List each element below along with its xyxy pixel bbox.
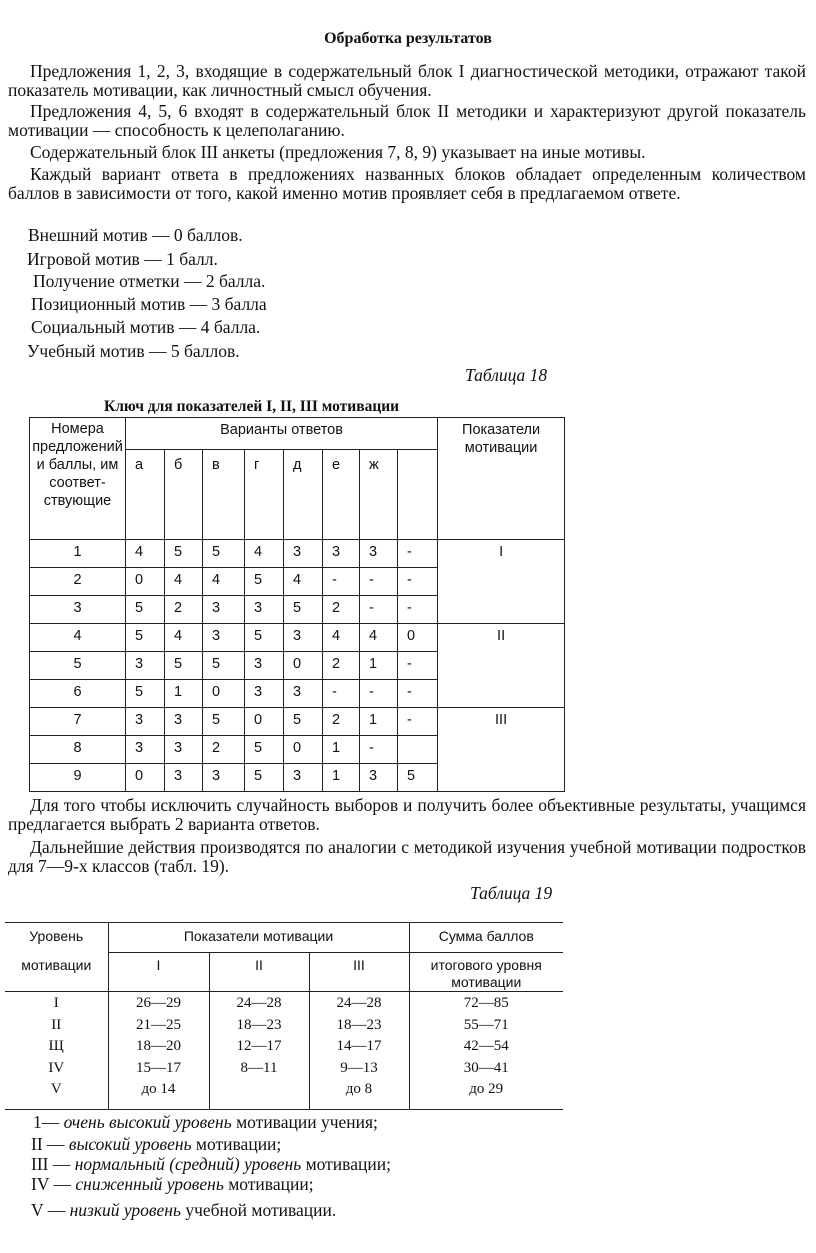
score-cell: 3 xyxy=(360,764,398,792)
sub-header: III xyxy=(309,953,409,992)
header-motivation-indicators: Показатели мотивации xyxy=(438,418,565,540)
score-cell: 2 xyxy=(323,652,360,680)
score-cell: 3 xyxy=(203,596,245,624)
score-cell: 0 xyxy=(126,764,165,792)
indicator-2-column: 24—28 18—23 12—17 8—11 xyxy=(209,992,309,1110)
score-cell: 3 xyxy=(284,540,323,568)
middle-paragraph-2: Дальнейшие действия производятся по аналогии с методикой изучения учебной мотивации подростков для 7—9-х классов (табл. 19). xyxy=(8,837,806,876)
motive-line: Игровой мотив — 1 балл. xyxy=(27,249,218,269)
table-18 xyxy=(29,417,565,792)
sentence-number: 2 xyxy=(30,568,126,596)
score-cell: 0 xyxy=(126,568,165,596)
score-cell: 4 xyxy=(323,624,360,652)
variant-letter: е xyxy=(323,450,360,540)
intro-paragraph-3: Содержательный блок III анкеты (предложения 7, 8, 9) указывает на иные мотивы. xyxy=(30,142,646,162)
sentence-number: 8 xyxy=(30,736,126,764)
score-cell: 5 xyxy=(203,540,245,568)
legend-item: III — нормальный (средний) уровень мотивации; xyxy=(31,1154,391,1174)
motive-line: Внешний мотив — 0 баллов. xyxy=(28,225,243,245)
score-cell: 0 xyxy=(284,736,323,764)
sentence-number: 1 xyxy=(30,540,126,568)
table-row xyxy=(30,540,565,568)
score-cell: 3 xyxy=(126,736,165,764)
variant-letter-empty xyxy=(398,450,438,540)
sub-header: II xyxy=(209,953,309,992)
score-cell: 1 xyxy=(360,652,398,680)
header-sum: Сумма баллов xyxy=(409,923,563,953)
score-cell: 3 xyxy=(165,736,203,764)
variant-letter: г xyxy=(245,450,284,540)
sentence-number: 6 xyxy=(30,680,126,708)
motive-line: Позиционный мотив — 3 балла xyxy=(31,294,267,314)
score-cell: - xyxy=(398,708,438,736)
variant-letter: а xyxy=(126,450,165,540)
sentence-number: 4 xyxy=(30,624,126,652)
header-answer-variants: Варианты ответов xyxy=(126,418,438,450)
header-sentence-numbers: Номера предложений и баллы, им соответ-ствующие xyxy=(30,418,126,540)
score-cell: 4 xyxy=(284,568,323,596)
variant-letter: б xyxy=(165,450,203,540)
table-row xyxy=(30,624,565,652)
score-cell: 5 xyxy=(245,736,284,764)
score-cell: 5 xyxy=(165,540,203,568)
score-cell: - xyxy=(323,680,360,708)
score-cell: 0 xyxy=(284,652,323,680)
score-cell: 2 xyxy=(323,596,360,624)
intro-paragraph-1: Предложения 1, 2, 3, входящие в содержательный блок I диагностической методики, отражают такой показатель мотивации, как личностный смысл обучения. xyxy=(8,61,806,100)
header-level-cont: мотивации xyxy=(5,953,108,992)
score-cell: 3 xyxy=(284,764,323,792)
score-cell: - xyxy=(398,568,438,596)
score-cell: - xyxy=(398,652,438,680)
score-cell: 3 xyxy=(360,540,398,568)
score-cell: 0 xyxy=(398,624,438,652)
score-cell: - xyxy=(360,680,398,708)
score-cell: 2 xyxy=(203,736,245,764)
indicator-3-column: 24—28 18—23 14—17 9—13 до 8 xyxy=(309,992,409,1110)
score-cell: 3 xyxy=(165,708,203,736)
score-cell xyxy=(398,736,438,764)
score-cell: 2 xyxy=(165,596,203,624)
score-cell: 4 xyxy=(245,540,284,568)
levels-column: I II Щ IV V xyxy=(5,992,108,1110)
intro-paragraph-4: Каждый вариант ответа в предложениях названных блоков обладает определенным количеством баллов в зависимости от того, какой именно мотив проявляет себя в предлагаемом ответе. xyxy=(8,164,806,203)
score-cell: 4 xyxy=(165,568,203,596)
legend-item: V — низкий уровень учебной мотивации. xyxy=(31,1200,337,1220)
score-cell: 3 xyxy=(323,540,360,568)
score-cell: 3 xyxy=(284,624,323,652)
sentence-number: 5 xyxy=(30,652,126,680)
variant-letter: в xyxy=(203,450,245,540)
score-cell: 4 xyxy=(165,624,203,652)
middle-paragraph-1: Для того чтобы исключить случайность выборов и получить более объективные результаты, учащимся предлагается выбрать 2 варианта ответов. xyxy=(8,795,806,834)
legend-item: II — высокий уровень мотивации; xyxy=(31,1134,282,1154)
score-cell: - xyxy=(398,680,438,708)
score-cell: - xyxy=(360,596,398,624)
score-cell: 5 xyxy=(245,764,284,792)
score-cell: 5 xyxy=(126,596,165,624)
score-cell: - xyxy=(323,568,360,596)
section-title: Обработка результатов xyxy=(324,30,492,47)
score-cell: - xyxy=(398,596,438,624)
score-cell: 4 xyxy=(203,568,245,596)
score-cell: 2 xyxy=(323,708,360,736)
indicator-1-column: 26—29 21—25 18—20 15—17 до 14 xyxy=(108,992,209,1110)
score-cell: 1 xyxy=(360,708,398,736)
score-cell: 3 xyxy=(245,652,284,680)
score-cell: 4 xyxy=(126,540,165,568)
legend-item: 1— очень высокий уровень мотивации учения; xyxy=(33,1112,378,1132)
score-cell: 5 xyxy=(284,596,323,624)
score-cell: 4 xyxy=(360,624,398,652)
table-19 xyxy=(5,922,563,1110)
indicator-label: III xyxy=(438,708,565,792)
sub-header: I xyxy=(108,953,209,992)
sentence-number: 3 xyxy=(30,596,126,624)
score-cell: 1 xyxy=(323,764,360,792)
sentence-number: 9 xyxy=(30,764,126,792)
score-cell: 3 xyxy=(245,680,284,708)
score-cell: - xyxy=(360,568,398,596)
score-cell: 5 xyxy=(203,708,245,736)
table-18-caption: Таблица 18 xyxy=(465,365,548,385)
score-cell: 5 xyxy=(245,624,284,652)
table-row xyxy=(30,708,565,736)
score-cell: 3 xyxy=(126,708,165,736)
motive-line: Учебный мотив — 5 баллов. xyxy=(27,341,240,361)
variant-letter: ж xyxy=(360,450,398,540)
score-cell: 3 xyxy=(165,764,203,792)
score-cell: 5 xyxy=(398,764,438,792)
motive-line: Получение отметки — 2 балла. xyxy=(33,271,266,291)
score-cell: 0 xyxy=(203,680,245,708)
intro-paragraph-2: Предложения 4, 5, 6 входят в содержательный блок II методики и характеризуют другой показатель мотивации — способность к целеполаганию. xyxy=(8,101,806,140)
indicator-label: II xyxy=(438,624,565,708)
score-cell: 3 xyxy=(203,624,245,652)
score-cell: 3 xyxy=(126,652,165,680)
variant-letter: д xyxy=(284,450,323,540)
sum-column: 72—85 55—71 42—54 30—41 до 29 xyxy=(409,992,563,1110)
score-cell: 0 xyxy=(245,708,284,736)
score-cell: 5 xyxy=(126,624,165,652)
indicator-label: I xyxy=(438,540,565,624)
score-cell: 3 xyxy=(245,596,284,624)
score-cell: - xyxy=(360,736,398,764)
score-cell: 5 xyxy=(165,652,203,680)
score-cell: 1 xyxy=(323,736,360,764)
score-cell: - xyxy=(398,540,438,568)
legend-item: IV — сниженный уровень мотивации; xyxy=(31,1174,314,1194)
score-cell: 3 xyxy=(284,680,323,708)
table-19-caption: Таблица 19 xyxy=(470,883,553,903)
score-cell: 5 xyxy=(126,680,165,708)
score-cell: 5 xyxy=(284,708,323,736)
header-level: Уровень xyxy=(5,923,108,953)
motive-line: Социальный мотив — 4 балла. xyxy=(31,317,261,337)
table-18-title: Ключ для показателей I, II, III мотивации xyxy=(104,398,400,415)
score-cell: 3 xyxy=(203,764,245,792)
header-sum-cont: итогового уровня мотивации xyxy=(409,953,563,992)
score-cell: 1 xyxy=(165,680,203,708)
sentence-number: 7 xyxy=(30,708,126,736)
score-cell: 5 xyxy=(245,568,284,596)
header-indicators: Показатели мотивации xyxy=(108,923,409,953)
score-cell: 5 xyxy=(203,652,245,680)
